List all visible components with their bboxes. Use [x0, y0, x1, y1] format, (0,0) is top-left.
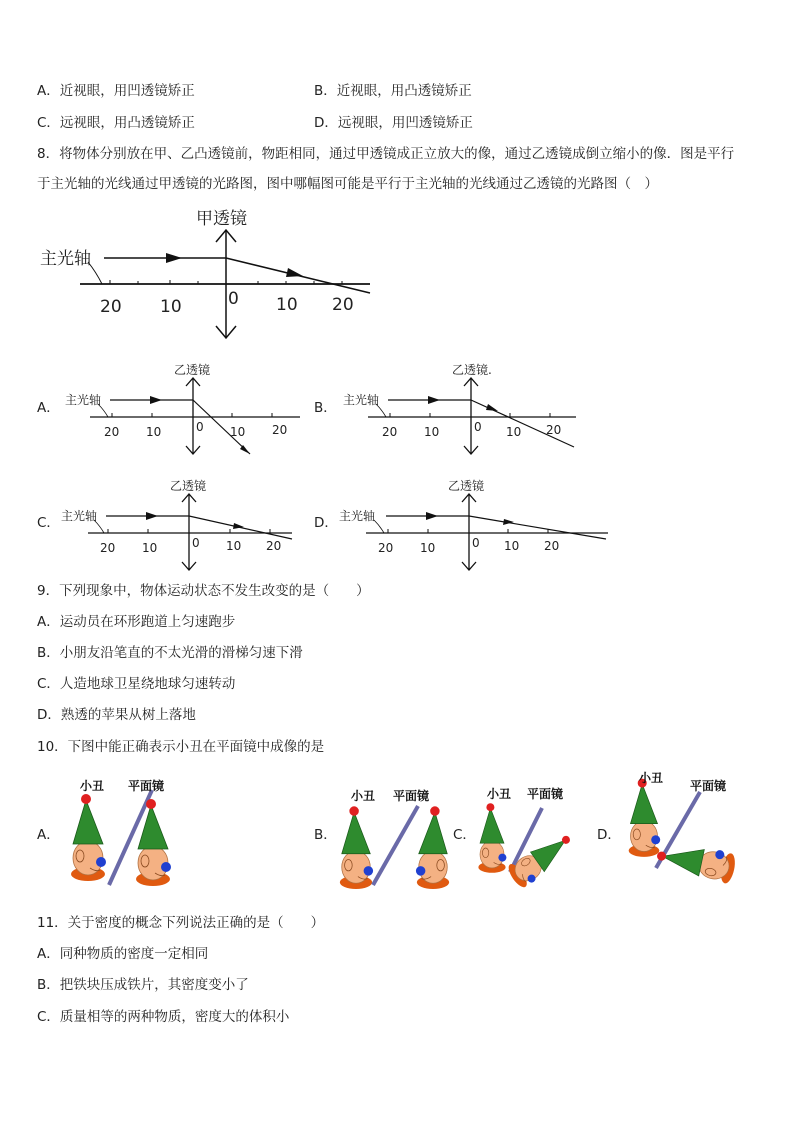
q10-stem: 10．下图中能正确表示小丑在平面镜中成像的是 — [37, 739, 325, 755]
tick-label: 10 — [420, 541, 436, 555]
q7-option-c: C．远视眼，用凸透镜矫正 — [37, 115, 195, 131]
clown-label: 小丑 — [639, 771, 664, 785]
tick-label: 10 — [276, 295, 298, 315]
mirror-label: 平面镜 — [128, 779, 165, 793]
axis-label: 主光轴 — [40, 249, 91, 269]
tick-label: 10 — [142, 541, 158, 555]
tick-label: 10 — [504, 539, 520, 553]
axis-label: 主光轴 — [65, 393, 102, 407]
q11-option-b: B．把铁块压成铁片，其密度变小了 — [37, 977, 249, 993]
tick-label: 0 — [196, 420, 204, 434]
option-c-figure — [478, 786, 578, 891]
clown-label: 小丑 — [351, 789, 376, 803]
lens-label: 乙透镜. — [452, 363, 492, 377]
q7-option-a: A．近视眼，用凹透镜矫正 — [37, 83, 195, 99]
q9-stem: 9．下列现象中，物体运动状态不发生改变的是（ ） — [37, 583, 370, 599]
q11-option-a: A．同种物质的密度一定相同 — [37, 946, 209, 962]
tick-label: 20 — [266, 539, 282, 553]
mirror — [373, 806, 418, 885]
q10-option-c-letter: C． — [453, 827, 476, 843]
axis-label: 主光轴 — [339, 509, 376, 523]
tick-label: 10 — [160, 297, 182, 317]
mirror-label: 平面镜 — [690, 779, 727, 793]
option-d-figure — [629, 771, 738, 885]
q10-option-d-letter: D． — [597, 827, 621, 843]
tick-label: 10 — [424, 425, 440, 439]
tick-label: 10 — [230, 425, 246, 439]
q10-option-b-letter: B． — [314, 827, 337, 843]
q10-option-a-letter: A． — [37, 827, 60, 843]
q9-option-a: A．运动员在环形跑道上匀速跑步 — [37, 614, 236, 630]
q9-option-c: C．人造地球卫星绕地球匀速转动 — [37, 676, 236, 692]
q8-option-c-letter: C． — [37, 515, 60, 531]
q8-stem-line2: 于主光轴的光线通过甲透镜的光路图，图中哪幅图可能是平行于主光轴的光线通过乙透镜的光路图（ ） — [37, 176, 658, 192]
q9-option-b: B．小朋友沿笔直的不太光滑的滑梯匀速下滑 — [37, 645, 303, 661]
tick-label: 0 — [474, 420, 482, 434]
q7-option-b: B．近视眼，用凸透镜矫正 — [314, 83, 472, 99]
q11-stem: 11．关于密度的概念下列说法正确的是（ ） — [37, 915, 325, 931]
clown-label: 小丑 — [80, 779, 105, 793]
mirror-label: 平面镜 — [393, 789, 430, 803]
mirror-label: 平面镜 — [527, 787, 564, 801]
tick-label: 20 — [100, 541, 116, 555]
tick-label: 20 — [546, 423, 562, 437]
q8-option-d-letter: D． — [314, 515, 338, 531]
q7-option-d: D．远视眼，用凹透镜矫正 — [314, 115, 473, 131]
tick-label: 20 — [104, 425, 120, 439]
tick-label: 0 — [472, 536, 480, 550]
axis-label: 主光轴 — [343, 393, 380, 407]
q8-stem-line1: 8．将物体分别放在甲、乙凸透镜前，物距相同，通过甲透镜成正立放大的像，通过乙透镜成倒立缩小的像．图是平行 — [37, 146, 735, 162]
tick-label: 20 — [544, 539, 560, 553]
q11-option-c: C．质量相等的两种物质，密度大的体积小 — [37, 1009, 290, 1025]
option-a-figure — [71, 778, 171, 886]
tick-label: 0 — [228, 289, 239, 309]
tick-label: 10 — [146, 425, 162, 439]
lens-label: 乙透镜 — [174, 363, 211, 377]
lens-label: 甲透镜 — [196, 209, 247, 229]
tick-label: 20 — [332, 295, 354, 315]
tick-label: 10 — [226, 539, 242, 553]
q8-option-b-letter: B． — [314, 400, 337, 416]
lens-label: 乙透镜 — [448, 479, 485, 493]
option-b-figure — [340, 788, 449, 889]
tick-label: 20 — [272, 423, 288, 437]
tick-label: 20 — [100, 297, 122, 317]
tick-label: 0 — [192, 536, 200, 550]
clown-label: 小丑 — [487, 787, 512, 801]
q8-option-a-letter: A． — [37, 400, 60, 416]
tick-label: 20 — [382, 425, 398, 439]
tick-label: 20 — [378, 541, 394, 555]
tick-label: 10 — [506, 425, 522, 439]
lens-label: 乙透镜 — [170, 479, 207, 493]
axis-label: 主光轴 — [61, 509, 98, 523]
q9-option-d: D．熟透的苹果从树上落地 — [37, 707, 196, 723]
